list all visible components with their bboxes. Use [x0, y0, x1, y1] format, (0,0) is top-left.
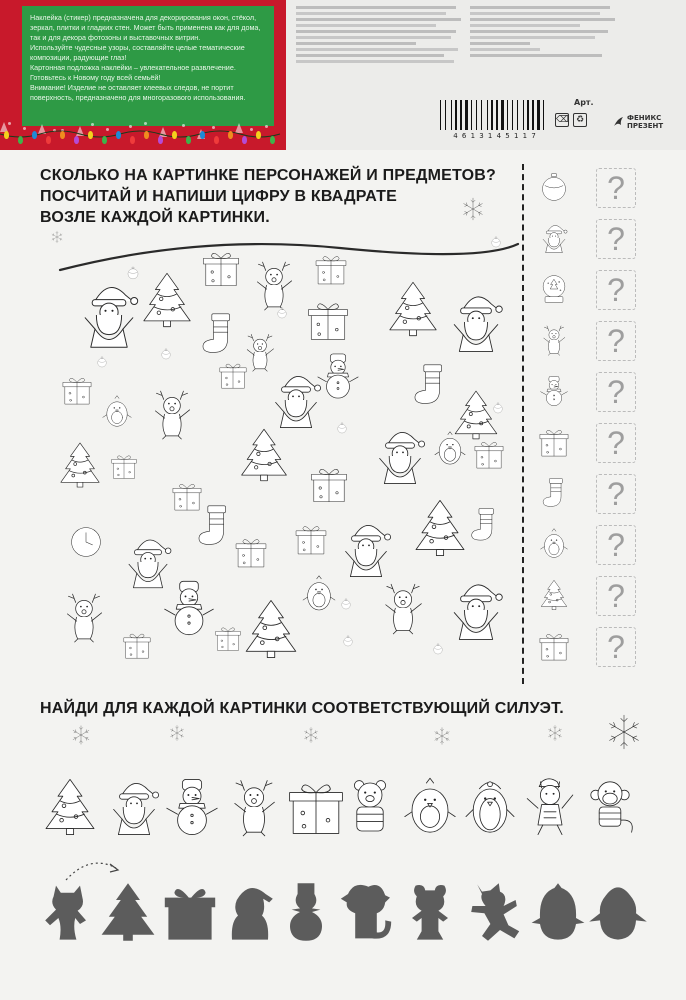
legal-text-block — [296, 6, 466, 66]
info-line: Наклейка (стикер) предназначена для декорирования окон, стёкол, — [30, 13, 257, 22]
info-line: Внимание! Изделие не оставляет клеевых следов, не портит — [30, 83, 234, 92]
gift-box-icon — [308, 464, 350, 504]
answer-box[interactable]: ? — [596, 321, 636, 361]
answer-box[interactable]: ? — [596, 168, 636, 208]
info-line: зеркал, плитки и гладких стен. Может быть применена как для дома, — [30, 23, 261, 32]
santa-icon — [104, 760, 164, 854]
christmas-tree-icon — [538, 578, 570, 612]
info-line: Используйте чудесные узоры, составляйте целые тематические — [30, 43, 245, 52]
light-bulb — [116, 131, 121, 139]
gift-box-icon — [472, 438, 506, 470]
barcode-bar — [507, 100, 508, 130]
gift-box-icon — [234, 532, 268, 572]
light-bulb — [186, 136, 191, 144]
barcode-bar — [527, 100, 529, 130]
gift-box-icon — [218, 358, 248, 392]
gift-box-icon — [286, 760, 346, 854]
reindeer-icon — [146, 374, 198, 454]
bear-icon — [340, 760, 400, 854]
gift-box-icon — [306, 298, 350, 342]
barcode-bar — [501, 100, 504, 130]
barcode-bar — [476, 100, 477, 130]
answer-box[interactable]: ? — [596, 576, 636, 616]
barcode-bar — [496, 100, 498, 130]
light-bulb — [228, 131, 233, 139]
gift-box-icon — [294, 518, 328, 560]
reindeer-icon — [248, 254, 300, 316]
barcode-bar — [440, 100, 441, 130]
barcode-number: 4 6 1 3 1 4 5 1 1 7 — [453, 132, 537, 140]
title-line: СКОЛЬКО НА КАРТИНКЕ ПЕРСОНАЖЕЙ И ПРЕДМЕТОВ? — [40, 167, 496, 184]
answer-box[interactable]: ? — [596, 627, 636, 667]
ornament-ball-icon — [160, 348, 172, 360]
light-bulb — [130, 136, 135, 144]
christmas-tree-icon — [384, 264, 442, 354]
pattern-mark — [182, 124, 185, 127]
ornament-ball-icon — [538, 170, 570, 204]
light-bulb — [102, 136, 107, 144]
light-bulb — [46, 136, 51, 144]
snowflake-icon — [604, 712, 644, 752]
gift-box-icon — [200, 248, 242, 288]
christmas-tree-icon — [56, 422, 104, 508]
barcode-bar — [532, 100, 534, 130]
barcode-bar — [523, 100, 524, 130]
snowflake-icon — [70, 724, 92, 746]
bear-silhouette — [400, 868, 460, 956]
santa-icon — [444, 272, 508, 372]
barcode-bar — [471, 100, 472, 130]
barcode-bar — [491, 100, 493, 130]
light-bulb — [270, 136, 275, 144]
counting-task-title — [40, 165, 510, 228]
pattern-mark — [91, 123, 94, 126]
bird-icon — [538, 527, 570, 561]
penguin-silhouette — [588, 868, 648, 956]
barcode-bar — [460, 100, 462, 130]
stocking-icon — [408, 360, 452, 410]
stocking-icon — [196, 308, 240, 360]
answer-box[interactable]: ? — [596, 372, 636, 412]
light-bulb — [214, 136, 219, 144]
barcode-bar — [487, 100, 488, 130]
barcode-bar — [512, 100, 513, 130]
ornament-ball-icon — [126, 266, 140, 280]
stocking-icon — [538, 476, 570, 510]
gift-box-icon — [538, 425, 570, 459]
trash-bin-icon: ⌫ — [556, 115, 569, 125]
snowflake-icon — [302, 726, 320, 744]
reindeer-icon — [224, 760, 284, 854]
legal-text-block — [470, 6, 620, 60]
christmas-tree-icon — [138, 254, 196, 346]
ornament-ball-icon — [490, 236, 502, 248]
brand-name-line2: ПРЕЗЕНТ — [627, 122, 664, 130]
light-bulb — [18, 136, 23, 144]
hint-dotted-arrow — [60, 850, 140, 890]
snowman-icon — [538, 374, 570, 408]
brand-name-line1: ФЕНИКС — [627, 114, 662, 122]
barcode-bar — [537, 100, 540, 130]
light-bulb — [32, 131, 37, 139]
cat-icon — [520, 760, 580, 854]
light-bulb — [200, 131, 205, 139]
info-line: Картонная подложка наклейки – увлекательное развлечение. — [30, 63, 236, 72]
phoenix-logo-icon — [612, 116, 624, 128]
gift-box-icon — [214, 622, 242, 654]
ornament-ball-icon — [336, 422, 348, 434]
snowflake-icon — [432, 726, 452, 746]
reindeer-icon — [58, 582, 110, 652]
christmas-tree-icon — [40, 760, 100, 854]
light-bulb — [144, 131, 149, 139]
clock-icon — [68, 524, 104, 560]
gift-box-icon — [538, 629, 570, 663]
reindeer-icon — [376, 570, 430, 646]
gift-box-icon — [314, 250, 348, 288]
packaging-header — [0, 0, 686, 150]
recycle-icon: ♻ — [573, 113, 587, 127]
silhouette-task-title: НАЙДИ ДЛЯ КАЖДОЙ КАРТИНКИ СООТВЕТСТВУЮЩИЙ СИЛУЭТ. — [40, 700, 564, 717]
gift-box-icon — [60, 374, 94, 406]
product-info-box — [22, 6, 274, 126]
bird-icon — [300, 572, 338, 616]
reindeer-icon — [538, 323, 570, 357]
bird-icon — [100, 392, 134, 432]
ornament-ball-icon — [96, 356, 108, 368]
info-line: композиции, радующие глаз! — [30, 53, 127, 62]
ornament-ball-icon — [492, 402, 504, 414]
light-bulb — [4, 131, 9, 139]
barcode-bar — [481, 100, 482, 130]
santa-icon — [538, 221, 570, 255]
barcode-bar — [517, 100, 518, 130]
light-bulb — [158, 136, 163, 144]
light-bulb — [88, 131, 93, 139]
cut-line — [522, 164, 524, 684]
answer-box[interactable]: ? — [596, 525, 636, 565]
penguin-icon — [460, 760, 520, 854]
title-line: ВОЗЛЕ КАЖДОЙ КАРТИНКИ. — [40, 209, 270, 226]
ornament-ball-icon — [276, 306, 288, 320]
answer-box[interactable]: ? — [596, 270, 636, 310]
string-lights-decoration — [0, 128, 686, 146]
light-bulb — [172, 131, 177, 139]
title-line: ПОСЧИТАЙ И НАПИШИ ЦИФРУ В КВАДРАТЕ — [40, 188, 398, 205]
snowflake-icon — [50, 230, 64, 244]
snowflake-icon — [460, 196, 486, 222]
barcode-bar — [543, 100, 544, 130]
pattern-mark — [8, 122, 11, 125]
barcode-bar — [451, 100, 452, 130]
santa-icon — [74, 270, 144, 360]
snowman-silhouette — [276, 868, 336, 956]
counting-scene — [40, 236, 510, 676]
stocking-icon — [466, 500, 502, 550]
barcode-bar — [445, 100, 446, 130]
light-bulb — [242, 136, 247, 144]
gift-box-icon — [120, 630, 154, 660]
info-line: Готовьтесь к Новому году всей семьёй! — [30, 73, 161, 82]
bird-silhouette — [528, 868, 588, 956]
monkey-icon — [580, 760, 640, 854]
recycle-icons — [555, 113, 587, 127]
gift-box-icon — [110, 448, 138, 484]
reindeer-silhouette — [464, 868, 524, 956]
ornament-ball-icon — [342, 634, 354, 648]
snowflake-icon — [546, 724, 564, 742]
bird-icon — [432, 428, 468, 470]
christmas-tree-icon — [240, 584, 302, 674]
gift-silhouette — [160, 868, 220, 956]
stocking-icon — [192, 498, 236, 554]
answer-box[interactable]: ? — [596, 474, 636, 514]
ornament-ball-icon — [340, 598, 352, 610]
info-line: поверхность, предназначено для многоразового использования. — [30, 93, 246, 102]
christmas-tree-icon — [236, 414, 292, 496]
santa-icon — [444, 556, 508, 664]
light-bulb — [256, 131, 261, 139]
barcode-bar — [455, 100, 457, 130]
snow-globe-icon — [538, 272, 570, 306]
snowflake-icon — [168, 724, 186, 742]
info-line: так и для декора фотозоны и выставочных витрин. — [30, 33, 201, 42]
article-label: Арт. — [574, 98, 594, 107]
barcode-bar — [465, 100, 468, 130]
answer-box[interactable]: ? — [596, 219, 636, 259]
bird-icon — [400, 760, 460, 854]
light-bulb — [74, 136, 79, 144]
monkey-silhouette — [336, 868, 396, 956]
light-bulb — [60, 131, 65, 139]
ornament-ball-icon — [432, 642, 444, 656]
snowman-icon — [160, 560, 218, 656]
santa-silhouette — [220, 868, 280, 956]
pattern-mark — [144, 122, 147, 125]
answer-box[interactable]: ? — [596, 423, 636, 463]
snowman-icon — [162, 760, 222, 854]
